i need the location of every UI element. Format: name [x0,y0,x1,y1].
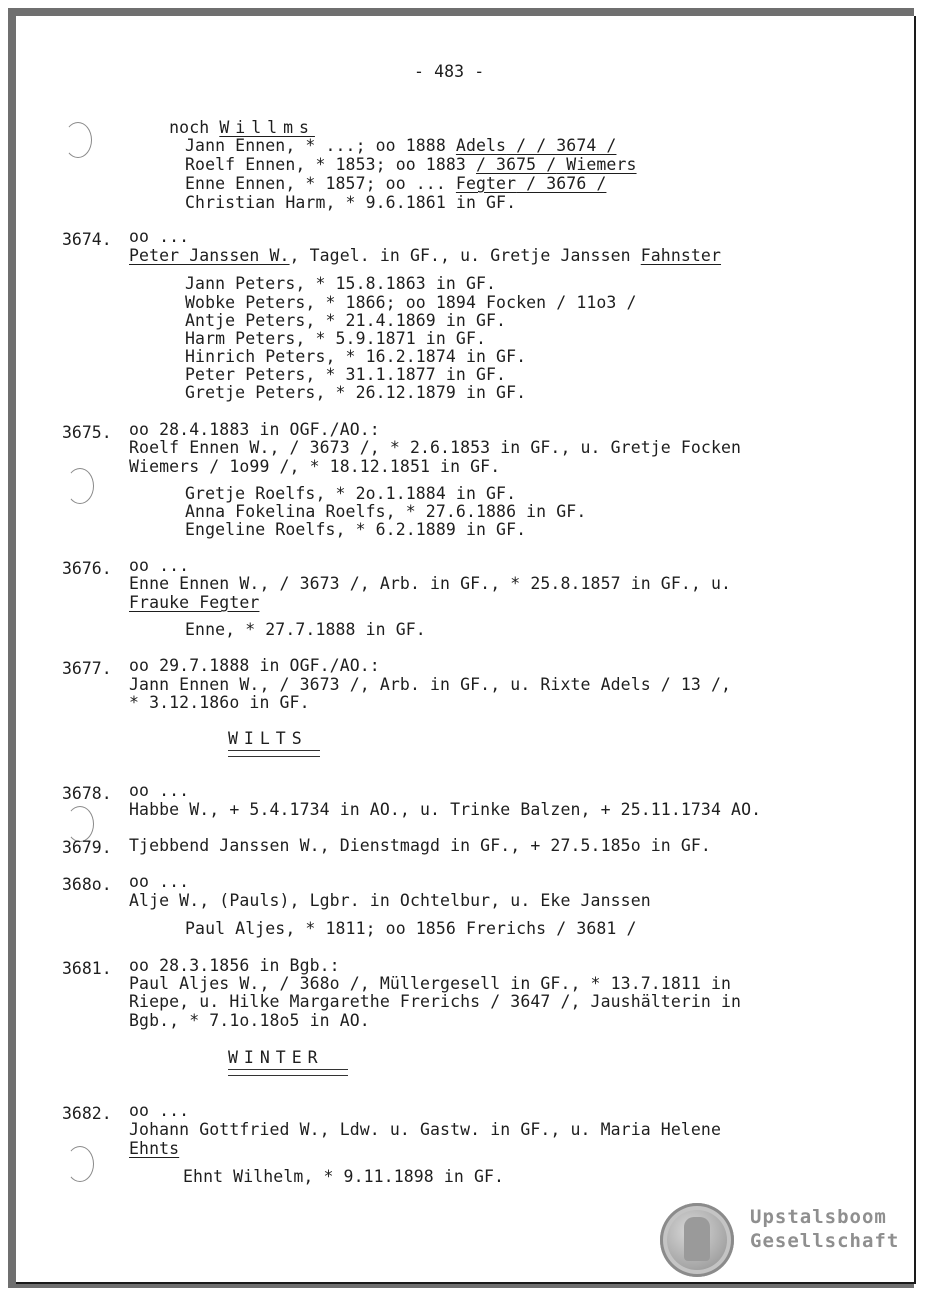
entry-line: Alje W., (Pauls), Lgbr. in Ochtelbur, u. Eke Janssen [129,891,651,910]
child-entry: Paul Aljes, * 1811; oo 1856 Frerichs / 3681 / [185,919,637,938]
entry-number: 3682. [62,1104,112,1123]
entry-line: Tjebbend Janssen W., Dienstmagd in GF., + 27.5.185o in GF. [129,836,711,855]
entry-line: Ehnts [129,1139,180,1158]
child-entry: Enne Ennen, * 1857; oo ... Fegter / 3676 / [185,174,607,193]
punch-hole-mark [64,122,92,158]
punch-hole-mark [66,806,94,842]
child-entry: Roelf Ennen, * 1853; oo 1883 / 3675 / Wiemers [185,155,637,174]
child-entry: Christian Harm, * 9.6.1861 in GF. [185,193,517,212]
child-entry: Jann Peters, * 15.8.1863 in GF. [185,274,497,293]
marriage-line: oo ... [129,1101,190,1120]
child-entry: Harm Peters, * 5.9.1871 in GF. [185,329,487,348]
surname-section-heading: WILTS [228,729,308,748]
child-entry: Antje Peters, * 21.4.1869 in GF. [185,311,507,330]
entry-line: Bgb., * 7.1o.18o5 in AO. [129,1011,370,1030]
surname-section-heading: WINTER [228,1048,324,1067]
entry-line: Paul Aljes W., / 368o /, Müllergesell in GF., * 13.7.1811 in [129,974,732,993]
entry-line: Johann Gottfried W., Ldw. u. Gastw. in GF., u. Maria Helene [129,1120,721,1139]
marriage-line: oo ... [129,227,190,246]
marriage-line: oo 28.4.1883 in OGF./AO.: [129,420,380,439]
entry-number: 3675. [62,423,112,442]
marriage-line: oo ... [129,556,190,575]
entry-line: Peter Janssen W., Tagel. in GF., u. Gretje Janssen Fahnster [129,246,722,265]
continuation-prefix: noch [169,118,210,137]
entry-number: 3674. [62,230,112,249]
entry-line: Enne Ennen W., / 3673 /, Arb. in GF., * 25.8.1857 in GF., u. [129,574,732,593]
entry-line: Roelf Ennen W., / 3673 /, * 2.6.1853 in GF., u. Gretje Focken [129,438,742,457]
marriage-line: oo 29.7.1888 in OGF./AO.: [129,656,380,675]
punch-hole-mark [66,468,94,504]
page-number: - 483 - [414,62,485,81]
punch-hole-mark [66,1146,94,1182]
watermark-line: Gesellschaft [750,1230,900,1252]
entry-number: 3676. [62,559,112,578]
society-seal-logo [660,1203,734,1277]
heading-double-rule [228,750,320,757]
entry-line: Jann Ennen W., / 3673 /, Arb. in GF., u. Rixte Adels / 13 /, [129,675,732,694]
child-entry: Enne, * 27.7.1888 in GF. [185,620,426,639]
entry-line: Frauke Fegter [129,593,260,612]
child-entry: Gretje Roelfs, * 2o.1.1884 in GF. [185,484,517,503]
entry-line: Habbe W., + 5.4.1734 in AO., u. Trinke Balzen, + 25.11.1734 AO. [129,800,762,819]
child-entry: Jann Ennen, * ...; oo 1888 Adels / / 3674 / [185,136,617,155]
child-entry: Peter Peters, * 31.1.1877 in GF. [185,365,507,384]
entry-number: 3679. [62,838,112,857]
marriage-line: oo 28.3.1856 in Bgb.: [129,956,340,975]
document-page [16,16,916,1284]
entry-number: 3677. [62,659,112,678]
child-entry: Wobke Peters, * 1866; oo 1894 Focken / 11o3 / [185,293,637,312]
surname-heading: Willms [219,118,315,137]
child-entry: Gretje Peters, * 26.12.1879 in GF. [185,383,527,402]
entry-number: 368o. [62,875,112,894]
entry-line: Riepe, u. Hilke Margarethe Frerichs / 3647 /, Jaushälterin in [129,992,742,1011]
child-entry: Engeline Roelfs, * 6.2.1889 in GF. [185,520,527,539]
heading-double-rule [228,1069,348,1076]
child-entry: Hinrich Peters, * 16.2.1874 in GF. [185,347,527,366]
child-entry: Anna Fokelina Roelfs, * 27.6.1886 in GF. [185,502,587,521]
marriage-line: oo ... [129,872,190,891]
entry-line: * 3.12.186o in GF. [129,693,310,712]
entry-number: 3678. [62,784,112,803]
child-entry: Ehnt Wilhelm, * 9.11.1898 in GF. [183,1167,505,1186]
watermark-line: Upstalsboom [750,1206,887,1228]
entry-number: 3681. [62,959,112,978]
entry-line: Wiemers / 1o99 /, * 18.12.1851 in GF. [129,457,501,476]
marriage-line: oo ... [129,781,190,800]
